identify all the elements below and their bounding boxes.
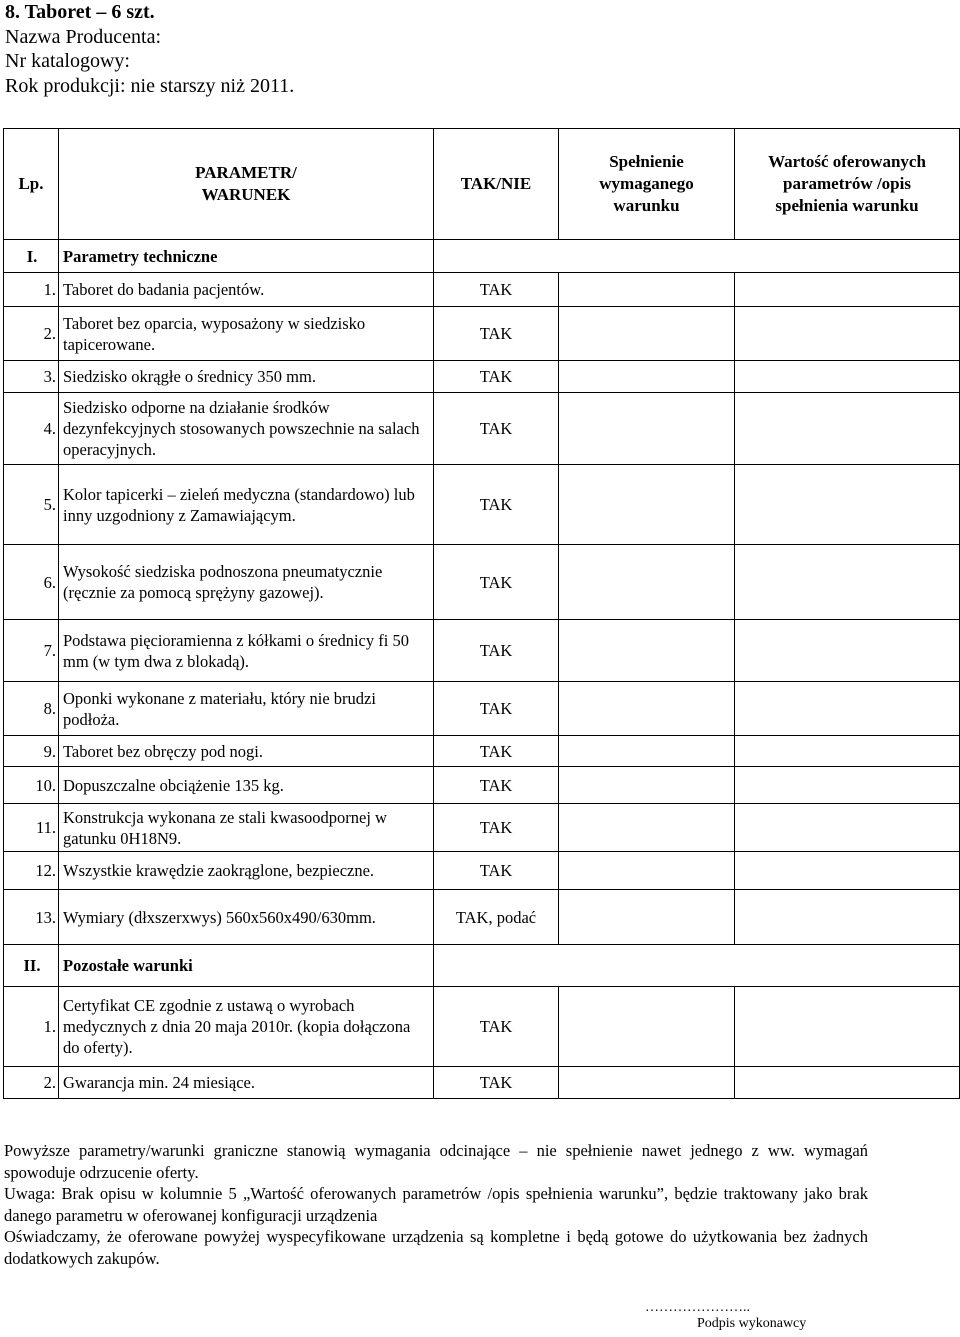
row-number: 13. (4, 890, 59, 945)
row-fulfilment-cell[interactable] (559, 890, 735, 945)
row-tak-value: TAK (434, 620, 559, 682)
col-spelnienie: Spełnienie wymaganego warunku (559, 129, 735, 240)
year-label: Rok produkcji: nie starszy niż 2011. (5, 74, 295, 97)
row-tak-value: TAK (434, 987, 559, 1067)
table-row (4, 852, 960, 890)
table-row (4, 890, 960, 945)
row-fulfilment-cell[interactable] (559, 545, 735, 620)
document-header (5, 0, 294, 98)
row-fulfilment-cell[interactable] (559, 682, 735, 736)
row-offered-value-cell[interactable] (735, 767, 960, 804)
footer-note-2: Uwaga: Brak opisu w kolumnie 5 „Wartość oferowanych parametrów /opis spełnienia warunku”, będzie traktowany jako brak danego parametru w oferowanej konfiguracji urządzenia (4, 1184, 868, 1225)
row-number: 5. (4, 465, 59, 545)
row-offered-value-cell[interactable] (735, 804, 960, 852)
row-number: 12. (4, 852, 59, 890)
row-parameter: Taboret bez obręczy pod nogi. (59, 736, 434, 767)
row-offered-value-cell[interactable] (735, 620, 960, 682)
row-fulfilment-cell[interactable] (559, 393, 735, 465)
row-tak-value: TAK (434, 273, 559, 307)
row-tak-value: TAK, podać (434, 890, 559, 945)
row-parameter: Certyfikat CE zgodnie z ustawą o wyrobach medycznych z dnia 20 maja 2010r. (kopia dołączona do oferty). (59, 987, 434, 1067)
table-row (4, 1067, 960, 1099)
table-row (4, 307, 960, 361)
row-fulfilment-cell[interactable] (559, 804, 735, 852)
row-tak-value: TAK (434, 682, 559, 736)
row-parameter: Taboret do badania pacjentów. (59, 273, 434, 307)
row-tak-value: TAK (434, 736, 559, 767)
row-fulfilment-cell[interactable] (559, 852, 735, 890)
row-offered-value-cell[interactable] (735, 307, 960, 361)
row-fulfilment-cell[interactable] (559, 1067, 735, 1099)
row-tak-value: TAK (434, 852, 559, 890)
table-row (4, 804, 960, 852)
row-parameter: Dopuszczalne obciążenie 135 kg. (59, 767, 434, 804)
table-row (4, 361, 960, 393)
table-row (4, 465, 960, 545)
section-title: Parametry techniczne (59, 240, 434, 273)
row-tak-value: TAK (434, 545, 559, 620)
producer-label: Nazwa Producenta: (5, 25, 162, 48)
row-fulfilment-cell[interactable] (559, 620, 735, 682)
row-parameter: Wymiary (dłxszerxwys) 560x560x490/630mm. (59, 890, 434, 945)
col-taknie: TAK/NIE (434, 129, 559, 240)
row-parameter: Oponki wykonane z materiału, który nie brudzi podłoża. (59, 682, 434, 736)
row-parameter: Taboret bez oparcia, wyposażony w siedzisko tapicerowane. (59, 307, 434, 361)
row-tak-value: TAK (434, 307, 559, 361)
row-fulfilment-cell[interactable] (559, 465, 735, 545)
row-number: 11. (4, 804, 59, 852)
table-row (4, 736, 960, 767)
table-row (4, 273, 960, 307)
col-param: PARAMETR/ WARUNEK (59, 129, 434, 240)
row-offered-value-cell[interactable] (735, 1067, 960, 1099)
table-row (4, 682, 960, 736)
table-header-row (4, 129, 960, 240)
row-number: 8. (4, 682, 59, 736)
row-parameter: Siedzisko odporne na działanie środków dezynfekcyjnych stosowanych powszechnie na salach operacyjnych. (59, 393, 434, 465)
signature-label: Podpis wykonawcy (697, 1316, 807, 1331)
row-number: 2. (4, 307, 59, 361)
row-number: 4. (4, 393, 59, 465)
row-number: 1. (4, 273, 59, 307)
section-number: II. (4, 945, 59, 987)
row-parameter: Podstawa pięcioramienna z kółkami o średnicy fi 50 mm (w tym dwa z blokadą). (59, 620, 434, 682)
col-wartosc: Wartość oferowanych parametrów /opis spełnienia warunku (735, 129, 960, 240)
row-number: 2. (4, 1067, 59, 1099)
row-offered-value-cell[interactable] (735, 393, 960, 465)
col-lp: Lp. (4, 129, 59, 240)
row-offered-value-cell[interactable] (735, 545, 960, 620)
row-fulfilment-cell[interactable] (559, 307, 735, 361)
row-tak-value: TAK (434, 393, 559, 465)
table-row (4, 545, 960, 620)
table-row (4, 987, 960, 1067)
footer-notes (4, 1140, 868, 1269)
row-tak-value: TAK (434, 804, 559, 852)
row-parameter: Konstrukcja wykonana ze stali kwasoodpornej w gatunku 0H18N9. (59, 804, 434, 852)
row-parameter: Gwarancja min. 24 miesiące. (59, 1067, 434, 1099)
row-offered-value-cell[interactable] (735, 890, 960, 945)
row-fulfilment-cell[interactable] (559, 736, 735, 767)
row-offered-value-cell[interactable] (735, 987, 960, 1067)
row-number: 1. (4, 987, 59, 1067)
parameters-table (3, 128, 960, 1099)
row-tak-value: TAK (434, 767, 559, 804)
row-parameter: Siedzisko okrągłe o średnicy 350 mm. (59, 361, 434, 393)
row-number: 9. (4, 736, 59, 767)
table-row (4, 393, 960, 465)
row-offered-value-cell[interactable] (735, 273, 960, 307)
row-fulfilment-cell[interactable] (559, 273, 735, 307)
table-row (4, 767, 960, 804)
section-row (4, 240, 960, 273)
catalog-label: Nr katalogowy: (5, 50, 130, 72)
item-title: 8. Taboret – 6 szt. (5, 1, 155, 23)
row-fulfilment-cell[interactable] (559, 767, 735, 804)
table-row (4, 620, 960, 682)
footer-note-3: Oświadczamy, że oferowane powyżej wyspecyfikowane urządzenia są kompletne i będą gotowe do użytkowania bez żadnych dodatkowych zakupów. (4, 1227, 868, 1268)
section-title: Pozostałe warunki (59, 945, 434, 987)
row-number: 10. (4, 767, 59, 804)
row-number: 3. (4, 361, 59, 393)
row-offered-value-cell[interactable] (735, 361, 960, 393)
row-offered-value-cell[interactable] (735, 736, 960, 767)
row-offered-value-cell[interactable] (735, 852, 960, 890)
row-tak-value: TAK (434, 465, 559, 545)
row-offered-value-cell[interactable] (735, 465, 960, 545)
footer-note-1: Powyższe parametry/warunki graniczne stanowią wymagania odcinające – nie spełnienie nawet jednego z ww. wymagań spowoduje odrzucenie oferty. (4, 1141, 868, 1182)
section-number: I. (4, 240, 59, 273)
row-parameter: Kolor tapicerki – zieleń medyczna (standardowo) lub inny uzgodniony z Zamawiającym. (59, 465, 434, 545)
row-fulfilment-cell[interactable] (559, 361, 735, 393)
row-parameter: Wszystkie krawędzie zaokrąglone, bezpieczne. (59, 852, 434, 890)
row-tak-value: TAK (434, 1067, 559, 1099)
row-parameter: Wysokość siedziska podnoszona pneumatycznie (ręcznie za pomocą sprężyny gazowej). (59, 545, 434, 620)
row-number: 6. (4, 545, 59, 620)
section-row (4, 945, 960, 987)
row-number: 7. (4, 620, 59, 682)
signature-line: ………………….. (645, 1300, 750, 1315)
row-offered-value-cell[interactable] (735, 682, 960, 736)
row-tak-value: TAK (434, 361, 559, 393)
row-fulfilment-cell[interactable] (559, 987, 735, 1067)
